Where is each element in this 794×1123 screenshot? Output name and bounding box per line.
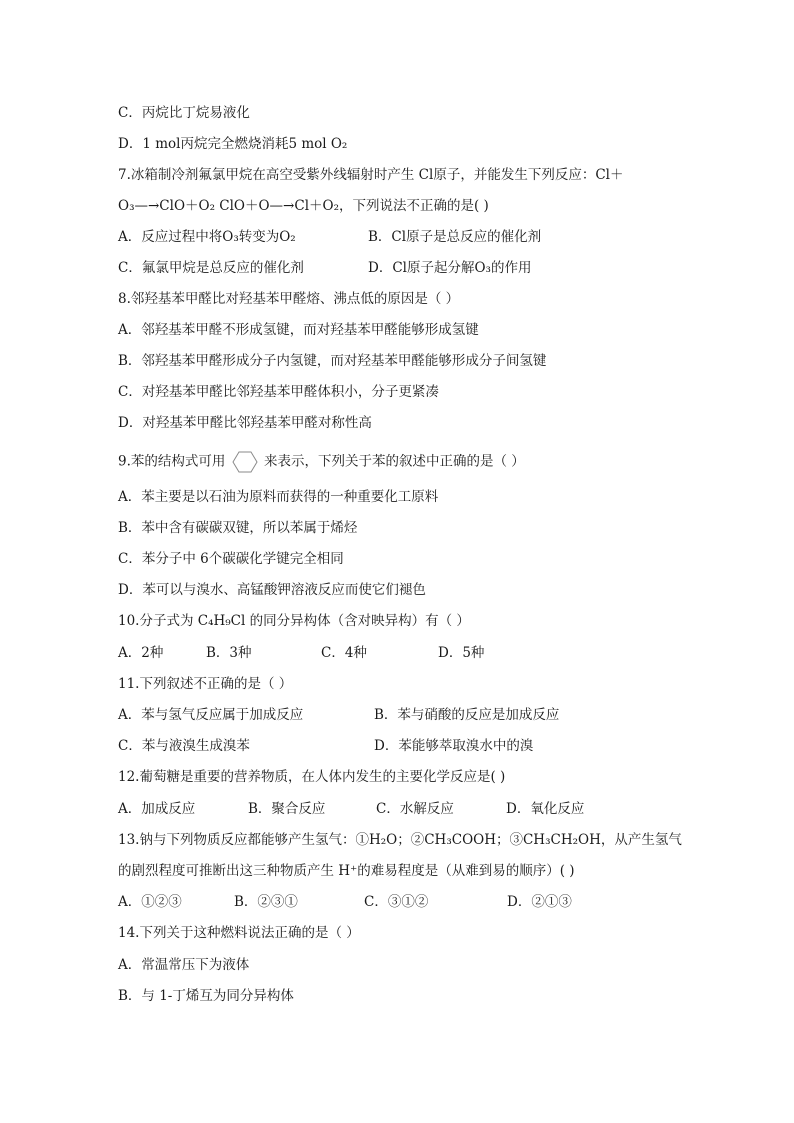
option-d-q7: D．Cl原子起分解O₃的作用 [368,260,532,276]
option-a-q14: A．常温常压下为液体 [118,957,250,973]
question-13-stem-line2: 的剧烈程度可推断出这三种物质产生 H⁺的难易程度是（从难到易的顺序）( ) [118,863,575,879]
option-a-q9: A．苯主要是以石油为原料而获得的一种重要化工原料 [118,489,439,505]
option-a-q13: A．①②③ [118,894,182,910]
option-c-q10: C．4种 [321,645,367,661]
option-d-q13: D．②①③ [507,894,572,910]
question-11-stem: 11.下列叙述不正确的是（ ） [118,676,293,692]
question-9-stem-start: 9.苯的结构式可用 [118,453,226,470]
option-b-q7: B．Cl原子是总反应的催化剂 [368,229,542,245]
question-9-stem [118,450,525,474]
option-b-q8: B．邻羟基苯甲醛形成分子内氢键，而对羟基苯甲醛能够形成分子间氢键 [118,353,547,369]
option-a-q8: A．邻羟基苯甲醛不形成氢键，而对羟基苯甲醛能够形成氢键 [118,322,479,338]
option-d-q10: D．5种 [438,645,485,661]
option-a-q12: A．加成反应 [118,801,196,817]
option-c-q13: C．③①② [364,894,429,910]
option-c-q11: C．苯与液溴生成溴苯 [118,738,250,754]
option-d-q9: D．苯可以与溴水、高锰酸钾溶液反应而使它们褪色 [118,582,426,598]
option-c-q7: C．氟氯甲烷是总反应的催化剂 [118,260,304,276]
benzene-ring-icon [232,450,258,474]
option-c-q12: C．水解反应 [376,801,454,817]
question-12-stem: 12.葡萄糖是重要的营养物质，在人体内发生的主要化学反应是( ) [118,769,506,785]
option-b-q12: B．聚合反应 [248,801,326,817]
option-d-q8: D．对羟基苯甲醛比邻羟基苯甲醛对称性高 [118,415,372,431]
option-d-q6: D．1 mol丙烷完全燃烧消耗5 mol O₂ [118,136,348,152]
option-d-q12: D．氧化反应 [506,801,585,817]
option-b-q13: B．②③① [234,894,298,910]
option-c-q9: C．苯分子中 6个碳碳化学键完全相同 [118,551,344,567]
question-10-stem: 10.分子式为 C₄H₉Cl 的同分异构体（含对映异构）有（ ） [118,613,470,629]
question-9-stem-end: 来表示，下列关于苯的叙述中正确的是（ ） [263,453,525,470]
option-a-q11: A．苯与氢气反应属于加成反应 [118,707,304,723]
question-13-stem-line1: 13.钠与下列物质反应都能够产生氢气：①H₂O；②CH₃COOH；③CH₃CH₂OH，从产生氢气 [118,832,682,848]
option-c-q6: C．丙烷比丁烷易液化 [118,105,250,121]
question-8-stem: 8.邻羟基苯甲醛比对羟基苯甲醛熔、沸点低的原因是（ ） [118,291,460,307]
question-7-stem-line2: O₃—→ClO＋O₂ ClO＋O—→Cl＋O₂，下列说法不正确的是( ) [118,198,489,214]
question-7-stem-line1: 7.冰箱制冷剂氟氯甲烷在高空受紫外线辐射时产生 Cl原子，并能发生下列反应：Cl＋ [118,167,624,183]
question-14-stem: 14.下列关于这种燃料说法正确的是（ ） [118,925,360,941]
option-b-q10: B．3种 [206,645,252,661]
option-a-q7: A．反应过程中将O₃转变为O₂ [118,229,296,245]
option-b-q11: B．苯与硝酸的反应是加成反应 [374,707,560,723]
option-b-q9: B．苯中含有碳碳双键，所以苯属于烯烃 [118,520,358,536]
option-a-q10: A．2种 [118,645,164,661]
option-c-q8: C．对羟基苯甲醛比邻羟基苯甲醛体积小，分子更紧凑 [118,384,439,400]
option-b-q14: B．与 1-丁烯互为同分异构体 [118,988,294,1004]
option-d-q11: D．苯能够萃取溴水中的溴 [374,738,534,754]
